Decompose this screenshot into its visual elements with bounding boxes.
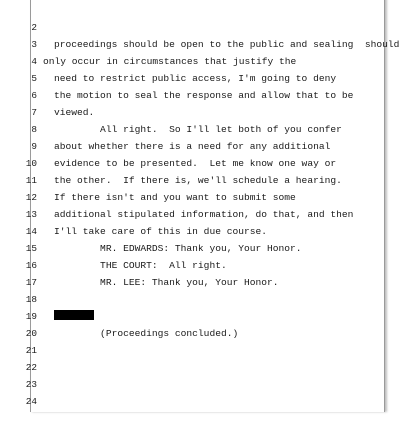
line-number: 5 xyxy=(31,73,37,84)
line-text: additional stipulated information, do that, and then xyxy=(54,209,354,220)
line-text: All right. So I'll let both of you confer xyxy=(54,124,342,135)
line-number: 14 xyxy=(25,226,37,237)
line-text: (Proceedings concluded.) xyxy=(54,328,239,339)
line-text: MR. LEE: Thank you, Your Honor. xyxy=(54,277,279,288)
transcript-line xyxy=(25,376,384,407)
line-text: I'll take care of this in due course. xyxy=(54,226,268,237)
line-number: 24 xyxy=(25,396,37,407)
transcript-line xyxy=(25,325,384,356)
transcript-line xyxy=(31,2,400,50)
line-number: 10 xyxy=(25,158,37,169)
line-text: If there isn't and you want to submit some xyxy=(54,192,296,203)
line-text: need to restrict public access, I'm going to deny xyxy=(54,73,337,84)
line-text: the other. If there is, we'll schedule a hearing. xyxy=(54,175,342,186)
line-number: 7 xyxy=(31,107,37,118)
line-text: the motion to seal the response and allow that to be xyxy=(54,90,354,101)
transcript-line xyxy=(25,342,384,373)
line-text: evidence to be presented. Let me know one way or xyxy=(54,158,337,169)
line-number: 4 xyxy=(31,56,37,67)
line-number: 3 xyxy=(31,39,37,50)
line-number: 16 xyxy=(25,260,37,271)
line-number: 21 xyxy=(25,345,37,356)
line-text: viewed. xyxy=(54,107,95,118)
line-number: 19 xyxy=(25,311,37,322)
line-text: only occur in circumstances that justify the xyxy=(43,56,297,67)
line-number: 15 xyxy=(25,243,37,254)
line-number: 20 xyxy=(25,328,37,339)
line-number: 13 xyxy=(25,209,37,220)
line-number: 6 xyxy=(31,90,37,101)
line-number: 8 xyxy=(31,124,37,135)
line-number: 18 xyxy=(25,294,37,305)
line-number: 12 xyxy=(25,192,37,203)
line-number: 22 xyxy=(25,362,37,373)
line-number: 2 xyxy=(31,22,37,33)
line-text: THE COURT: All right. xyxy=(54,260,227,271)
line-number: 23 xyxy=(25,379,37,390)
line-number: 17 xyxy=(25,277,37,288)
line-number: 11 xyxy=(25,175,37,186)
line-text: proceedings should be open to the public and sealing should xyxy=(54,39,400,50)
transcript-line xyxy=(25,274,384,305)
line-text: about whether there is a need for any additional xyxy=(54,141,331,152)
line-number: 9 xyxy=(31,141,37,152)
transcript-line xyxy=(25,359,384,390)
transcript-page xyxy=(25,0,400,412)
line-text: MR. EDWARDS: Thank you, Your Honor. xyxy=(54,243,302,254)
